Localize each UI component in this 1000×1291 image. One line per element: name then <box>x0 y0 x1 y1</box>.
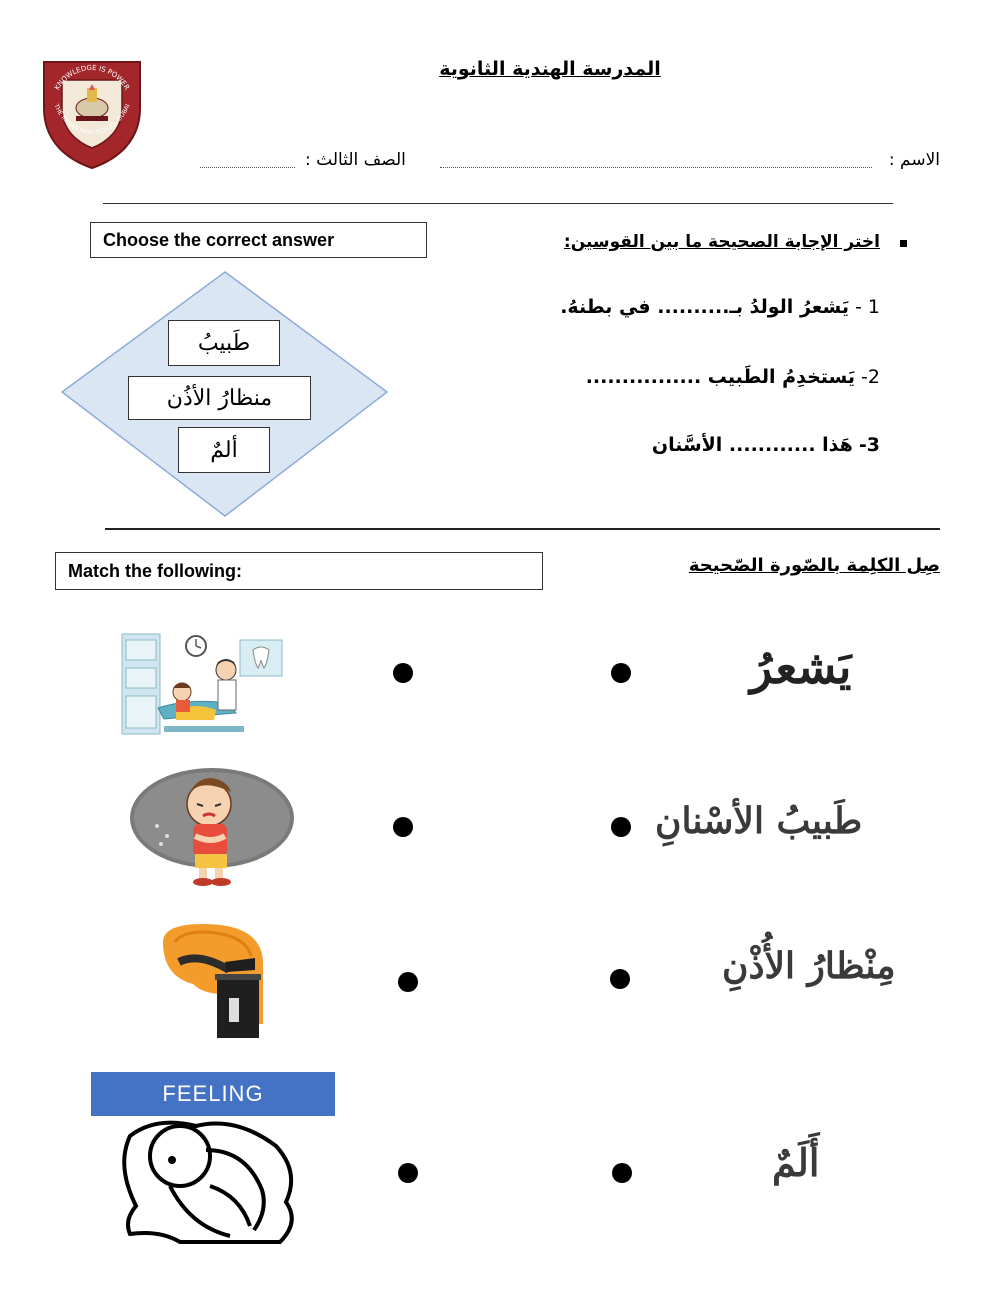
name-field[interactable] <box>440 167 872 168</box>
match-word-3: مِنْظارُ الأُذْنِ <box>722 945 896 987</box>
divider <box>103 203 893 204</box>
name-label: الاسم : <box>888 150 940 170</box>
stomach-ache-picture <box>127 766 297 888</box>
svg-text:KNOWLEDGE IS POWER: KNOWLEDGE IS POWER <box>53 63 131 92</box>
choose-instruction-box: Choose the correct answer <box>90 222 427 258</box>
match-dot-word-3[interactable] <box>610 969 630 989</box>
question-2: 2- يَستخدِمُ الطَبيب ................ <box>585 366 880 388</box>
bullet-icon <box>900 240 907 247</box>
match-instruction-box: Match the following: <box>55 552 543 590</box>
dentist-picture <box>118 630 288 738</box>
feeling-picture <box>110 1116 300 1244</box>
match-dot-word-4[interactable] <box>612 1163 632 1183</box>
feeling-banner: FEELING <box>91 1072 335 1116</box>
section-divider <box>105 528 940 530</box>
match-dot-picture-3[interactable] <box>398 972 418 992</box>
word-bank-item[interactable]: طَبيبُ <box>168 320 280 366</box>
match-dot-picture-1[interactable] <box>393 663 413 683</box>
word-bank-item[interactable]: ألمٌ <box>178 427 270 473</box>
match-dot-word-2[interactable] <box>611 817 631 837</box>
question-3: 3- هَذا ............ الأسَّنان <box>651 434 880 456</box>
otoscope-picture <box>155 922 285 1044</box>
match-word-1: يَشعرُ <box>750 640 852 694</box>
match-dot-picture-2[interactable] <box>393 817 413 837</box>
svg-text:THE INDIAN HIGH SCHOOL DUBAI: THE INDIAN HIGH SCHOOL DUBAI <box>52 103 132 137</box>
word-bank-item[interactable]: منظارُ الأذُن <box>128 376 311 420</box>
match-word-2: طَبيبُ الأسْنانِ <box>655 800 863 842</box>
class-field[interactable] <box>200 167 295 168</box>
school-name: المدرسة الهندية الثانوية <box>439 58 661 80</box>
school-logo <box>40 58 144 170</box>
match-arabic-instruction: صِل الكلِمة بالصّورة الصّحيحة <box>688 555 940 576</box>
match-word-4: أَلَمٌ <box>772 1140 820 1185</box>
question-1: 1 - يَشعرُ الولدُ بـ.......... في بطنهُ. <box>560 296 880 318</box>
match-dot-word-1[interactable] <box>611 663 631 683</box>
match-dot-picture-4[interactable] <box>398 1163 418 1183</box>
class-label: الصف الثالث : <box>305 150 406 170</box>
arabic-instruction: اختر الإجابة الصحيحة ما بين القوسين: <box>563 232 880 252</box>
